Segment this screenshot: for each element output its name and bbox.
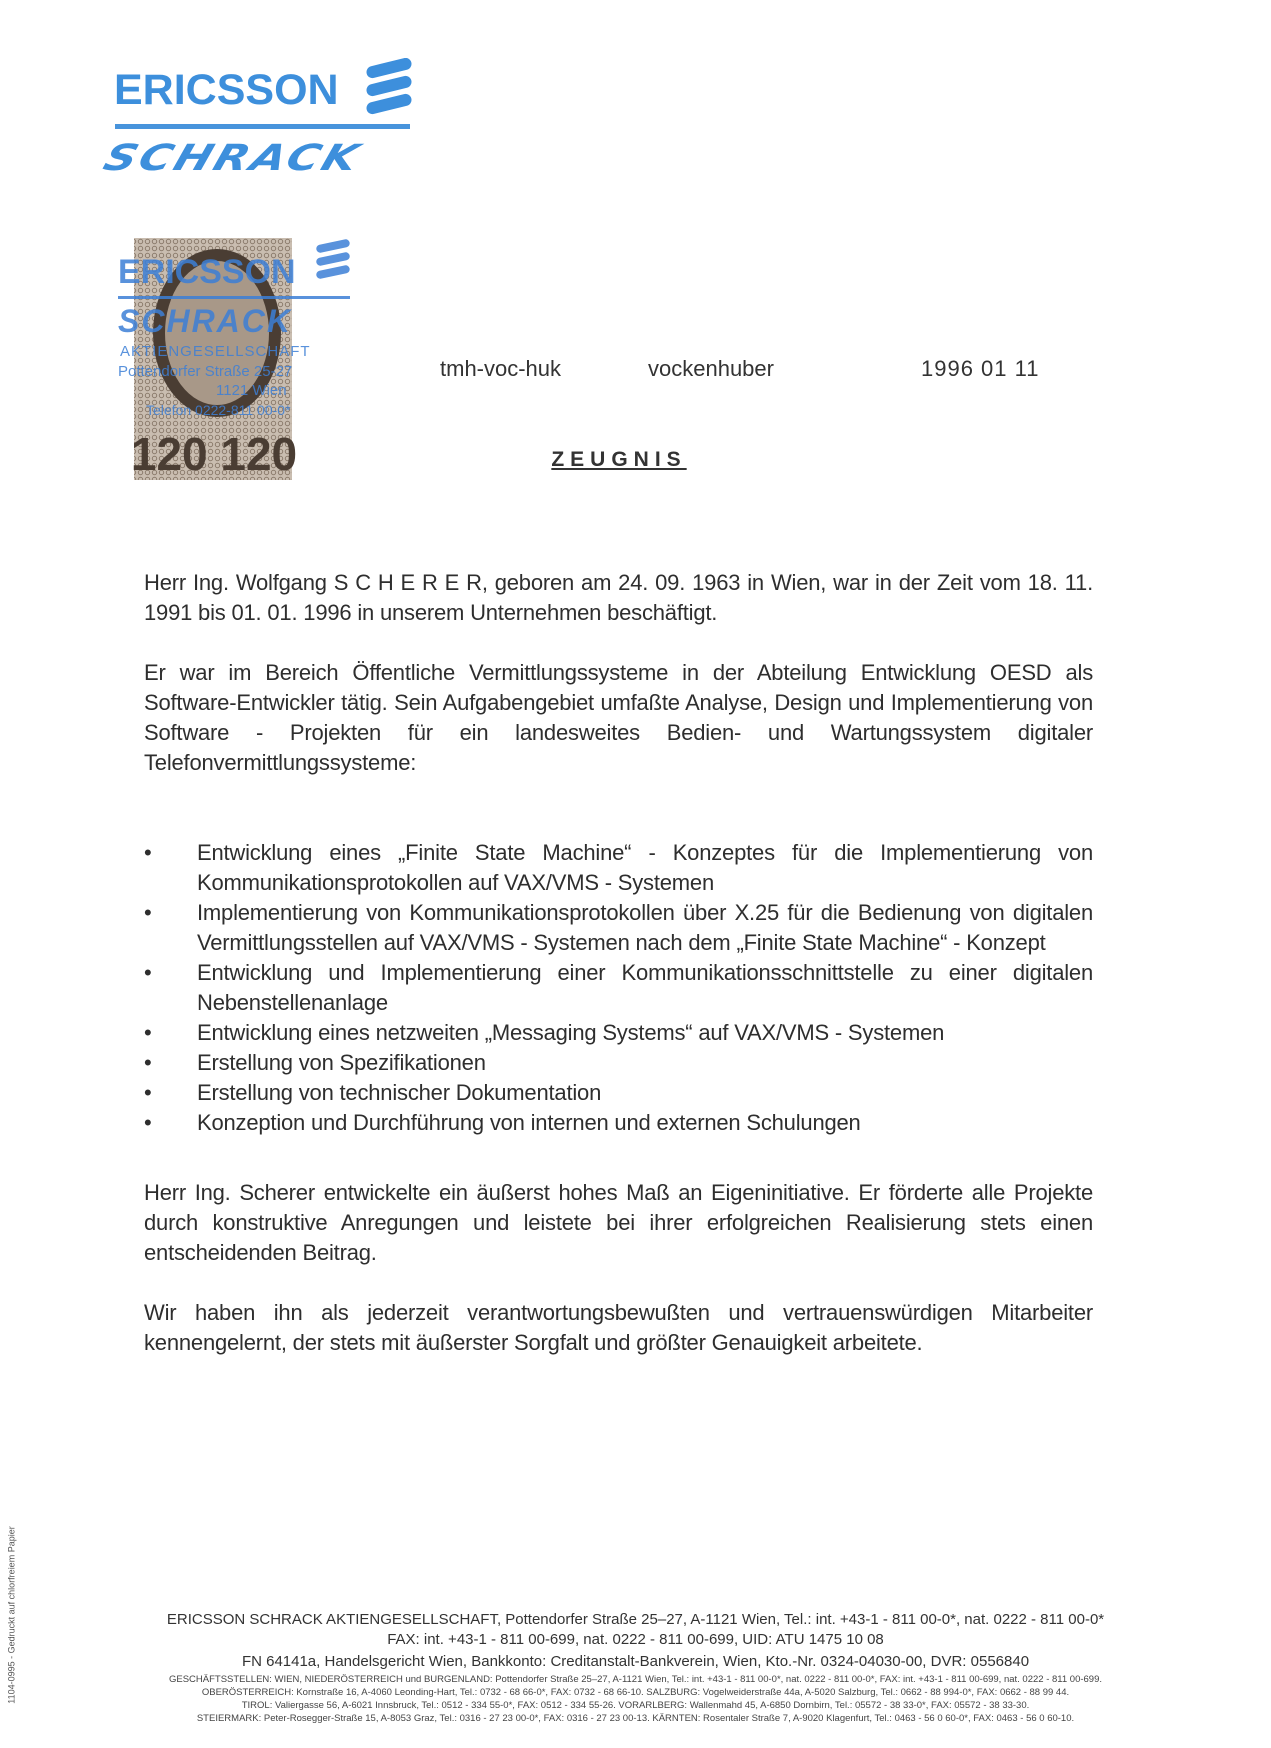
ericsson-stripes-icon — [364, 58, 414, 116]
document-title: ZEUGNIS — [551, 448, 687, 471]
list-item — [144, 838, 1093, 898]
list-item-text: Entwicklung eines „Finite State Machine“ - Konzeptes für die Implementierung von Kommunikationsprotokollen auf VAX/VMS - Systemen — [197, 840, 1093, 895]
paragraph-initiative: Herr Ing. Scherer entwickelte ein äußerst hohes Maß an Eigeninitiative. Er förderte alle Projekte durch konstruktive Anregungen und leistete bei ihrer erfolgreichen Realisierung stets einen entscheidenden Beitrag. — [144, 1180, 1093, 1265]
stamp-company2: SCHRACK — [118, 303, 292, 339]
list-item-text: Entwicklung eines netzweiten „Messaging Systems“ auf VAX/VMS - Systemen — [197, 1020, 945, 1045]
bullet-icon: • — [144, 900, 152, 925]
company-stamp-with-revenue-stamp — [116, 238, 356, 480]
list-item-text: Erstellung von Spezifikationen — [197, 1050, 486, 1075]
bullet-icon: • — [144, 1110, 152, 1135]
bullet-icon: • — [144, 1080, 152, 1105]
stamp-line1: AKTIENGESELLSCHAFT — [120, 343, 311, 360]
paragraph-employment: Herr Ing. Wolfgang S C H E R E R, geboren am 24. 09. 1963 in Wien, war in der Zeit vom 18. 11. 1991 bis 01. 01. 1996 in unserem Unternehmen beschäftigt. — [144, 570, 1093, 625]
paragraph-role: Er war im Bereich Öffentliche Vermittlungssysteme in der Abteilung Entwicklung OESD als Software-Entwickler tätig. Sein Aufgabengebiet umfaßte Analyse, Design und Implementierung von Software - Projekten für ein landesweites Bedien- und Wartungssystem digitaler Telefonvermittlungssysteme: — [144, 660, 1093, 775]
reference-author: vockenhuber — [648, 356, 774, 381]
list-item — [144, 1078, 1093, 1108]
reference-code: tmh-voc-huk — [440, 356, 562, 381]
stamp-line3: 1121 Wien — [216, 382, 287, 399]
revenue-stamp-value: 120 120 — [130, 428, 298, 480]
footer-branch-line: OBERÖSTERREICH: Kornstraße 16, A-4060 Leonding-Hart, Tel.: 0732 - 68 66-0*, FAX: 0732 - 68 66-10. SALZBURG: Vogelweiderstraße 44a, A-5020 Salzburg, Tel.: 0662 - 88 994-0*, FAX: 0662 - 88 99 44. — [201, 1687, 1070, 1698]
bullet-icon: • — [144, 840, 152, 865]
list-item-text: Erstellung von technischer Dokumentation — [197, 1080, 602, 1105]
stamp-line2: Pottendorfer Straße 25-27 — [118, 363, 293, 380]
footer-line3: FN 64141a, Handelsgericht Wien, Bankkonto: Creditanstalt-Bankverein, Wien, Kto.-Nr. 0324-04030-00, DVR: 0556840 — [241, 1653, 1030, 1670]
list-item — [144, 898, 1093, 958]
bullet-icon: • — [144, 1020, 152, 1045]
bullet-icon: • — [144, 1050, 152, 1075]
bullet-icon: • — [144, 960, 152, 985]
document-body — [144, 568, 1093, 1358]
stamp-line4: Telefon 0222-811 00-0* — [146, 402, 291, 418]
footer-branch-line: TIROL: Valiergasse 56, A-6021 Innsbruck, Tel.: 0512 - 334 55-0*, FAX: 0512 - 334 55-26. VORARLBERG: Wallenmahd 45, A-6850 Dornbirn, Tel.: 05572 - 38 33-0*, FAX: 05572 - 38 33-30. — [241, 1700, 1030, 1711]
list-item-text: Konzeption und Durchführung von internen und externen Schulungen — [197, 1110, 861, 1135]
footer-line2: FAX: int. +43-1 - 811 00-699, nat. 0222 - 811 00-699, UID: ATU 1475 10 08 — [387, 1631, 884, 1648]
list-item — [144, 1108, 1093, 1138]
paragraph-reliability: Wir haben ihn als jederzeit verantwortungsbewußten und vertrauenswürdigen Mitarbeiter kennengelernt, der stets mit äußerster Sorgfalt und größter Genauigkeit arbeitete. — [144, 1300, 1093, 1355]
logo-schrack-text: SCHRACK — [98, 137, 367, 179]
list-item-text: Implementierung von Kommunikationsprotokollen über X.25 für die Bedienung von digitalen Vermittlungsstellen auf VAX/VMS - Systemen nach dem „Finite State Machine“ - Konzept — [197, 900, 1093, 955]
list-item-text: Entwicklung und Implementierung einer Kommunikationsschnittstelle zu einer digitalen Nebenstellenanlage — [197, 960, 1093, 1015]
logo-ericsson-text: ERICSSON — [114, 66, 339, 114]
list-item — [144, 1048, 1093, 1078]
logo-divider — [115, 124, 410, 129]
footer-line1: ERICSSON SCHRACK AKTIENGESELLSCHAFT, Pottendorfer Straße 25–27, A-1121 Wien, Tel.: int. +43-1 - 811 00-0*, nat. 0222 - 811 00-0* — [166, 1611, 1105, 1628]
list-item — [144, 1018, 1093, 1048]
stamp-company: ERICSSON — [118, 253, 296, 291]
footer-branch-line: GESCHÄFTSSTELLEN: WIEN, NIEDERÖSTERREICH und BURGENLAND: Pottendorfer Straße 25–27, A-1121 Wien, Tel.: int. +43-1 - 811 00-0*, nat. 0222 - 811 00-0*, FAX: int. +43-1 - 811 00-699, nat. 0222 - 811 00-699. — [168, 1674, 1103, 1685]
footer-branch-line: STEIERMARK: Peter-Rosegger-Straße 15, A-8053 Graz, Tel.: 0316 - 27 23 00-0*, FAX: 0316 - 27 23 00-13. KÄRNTEN: Rosentaler Straße 7, A-9020 Klagenfurt, Tel.: 0463 - 56 0 60-0*, FAX: 0463 - 56 0 60-10. — [196, 1713, 1075, 1724]
side-print-note: 1104-0995 - Gedruckt auf chlorfreiem Papier — [6, 1526, 17, 1704]
list-item — [144, 958, 1093, 1018]
task-list — [144, 838, 1093, 1138]
reference-date: 1996 01 11 — [921, 356, 1040, 381]
